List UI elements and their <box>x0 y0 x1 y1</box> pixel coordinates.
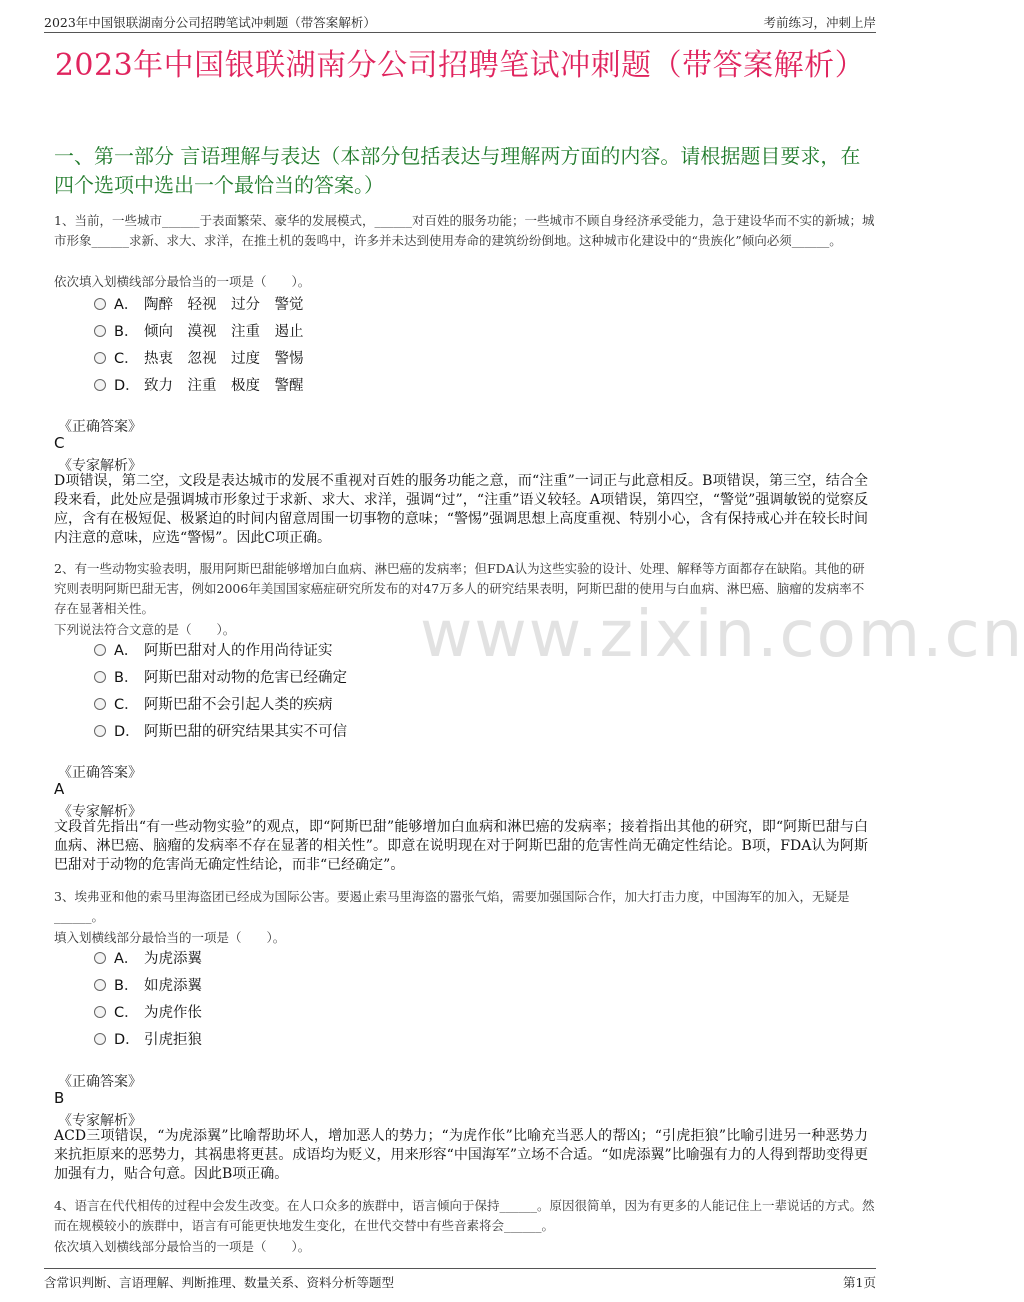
question-4-text: 4、语言在代代相传的过程中会发生改变。在人口众多的族群中，语言倾向于保持______。原因很简单，因为有更多的人能记住上一辈说话的方式。然而在规模较小的族群中，语言有可能更快地发生变化，在世代交替中有些音素将会______。 <box>54 1198 875 1233</box>
radio-icon[interactable] <box>94 979 106 991</box>
footer-topics: 含常识判断、言语理解、判断推理、数量关系、资料分析等题型 <box>44 1275 395 1290</box>
option-text: 引虎拒狼 <box>144 1032 202 1048</box>
option-letter: D． <box>114 378 140 394</box>
page-number: 第1页 <box>843 1275 876 1290</box>
question-4-prompt: 依次填入划横线部分最恰当的一项是（ ）。 <box>54 1239 311 1254</box>
analysis-label: 《专家解析》 <box>58 804 142 820</box>
radio-icon[interactable] <box>94 1033 106 1045</box>
option-text: 为虎作伥 <box>144 1005 202 1021</box>
option-letter: A． <box>114 297 139 313</box>
option-letter: B． <box>114 670 139 686</box>
option-letter: A． <box>114 951 139 967</box>
option-letter: C． <box>114 697 139 713</box>
question-1-analysis: D项错误，第二空，文段是表达城市的发展不重视对百姓的服务功能之意，而“注重”一词正与此意相反。B项错误，第三空，结合全段来看，此处应是强调城市形象过于求新、求大、求洋，强调“过”，“注重”语义较轻。A项错误，第四空，“警觉”强调敏锐的觉察反应，含有在极短促、极紧迫的时间内留意周围一切事物的意味；“警惕”强调思想上高度重视、特别小心，含有保持戒心并在较长时间内注意的意味，应选“警惕”。因此C项正确。 <box>54 473 868 546</box>
header-slogan: 考前练习，冲刺上岸 <box>763 15 876 30</box>
question-1-prompt: 依次填入划横线部分最恰当的一项是（ ）。 <box>54 274 311 289</box>
radio-icon[interactable] <box>94 352 106 364</box>
question-2-analysis: 文段首先指出“有一些动物实验”的观点，即“阿斯巴甜”能够增加白血病和淋巴癌的发病率；接着指出其他的研究，即“阿斯巴甜与白血病、淋巴癌、脑瘤的发病率不存在显著的相关性”。即意在说明现在对于阿斯巴甜的危害性尚无确定性结论。B项，FDA认为阿斯巴甜对于动物的危害尚无确定性结论，而非“已经确定”。 <box>54 819 868 873</box>
option-letter: D． <box>114 1032 140 1048</box>
question-1-text: 1、当前，一些城市______于表面繁荣、豪华的发展模式，______对百姓的服务功能；一些城市不顾自身经济承受能力，急于建设华而不实的新城；城市形象______求新、求大、求洋，在推土机的轰鸣中，许多并未达到使用寿命的建筑纷纷倒地。这种城市化建设中的“贵族化”倾向必须______。 <box>54 213 875 248</box>
radio-icon[interactable] <box>94 671 106 683</box>
page-header <box>44 10 876 33</box>
option-text: 阿斯巴甜不会引起人类的疾病 <box>144 697 333 713</box>
question-2-text: 2、有一些动物实验表明，服用阿斯巴甜能够增加白血病、淋巴癌的发病率；但FDA认为这些实验的设计、处理、解释等方面都存在缺陷。其他的研究则表明阿斯巴甜无害，例如2006年美国国家癌症研究所发布的对47万多人的研究结果表明，阿斯巴甜的使用与白血病、淋巴癌、脑瘤的发病率不存在显著相关性。 <box>54 561 865 616</box>
answer-label: 《正确答案》 <box>58 765 142 781</box>
option-text: 倾向 漠视 注重 遏止 <box>144 324 304 340</box>
option-text: 阿斯巴甜的研究结果其实不可信 <box>144 724 347 740</box>
question-3-answer: B <box>54 1089 65 1107</box>
option-letter: B． <box>114 978 139 994</box>
radio-icon[interactable] <box>94 325 106 337</box>
question-3-prompt: 填入划横线部分最恰当的一项是（ ）。 <box>54 930 286 945</box>
radio-icon[interactable] <box>94 298 106 310</box>
question-3-analysis: ACD三项错误，“为虎添翼”比喻帮助坏人，增加恶人的势力；“为虎作伥”比喻充当恶人的帮凶；“引虎拒狼”比喻引进另一种恶势力来抗拒原来的恶势力，其祸患将更甚。成语均为贬义，用来形容“中国海军”立场不合适。“如虎添翼”比喻强有力的人得到帮助变得更加强有力，贴合句意。因此B项正确。 <box>54 1128 868 1182</box>
option-text: 阿斯巴甜对动物的危害已经确定 <box>144 670 347 686</box>
option-letter: B． <box>114 324 139 340</box>
option-text: 热衷 忽视 过度 警惕 <box>144 351 304 367</box>
option-text: 如虎添翼 <box>144 978 202 994</box>
header-doc-name: 2023年中国银联湖南分公司招聘笔试冲刺题（带答案解析） <box>44 15 376 30</box>
option-letter: C． <box>114 1005 139 1021</box>
option-letter: C． <box>114 351 139 367</box>
analysis-label: 《专家解析》 <box>58 1113 142 1129</box>
radio-icon[interactable] <box>94 1006 106 1018</box>
option-letter: D． <box>114 724 140 740</box>
question-2-prompt: 下列说法符合文意的是（ ）。 <box>54 622 236 637</box>
option-letter: A． <box>114 643 139 659</box>
radio-icon[interactable] <box>94 379 106 391</box>
radio-icon[interactable] <box>94 644 106 656</box>
question-2-answer: A <box>54 780 65 798</box>
analysis-label: 《专家解析》 <box>58 458 142 474</box>
page-footer <box>44 1268 876 1289</box>
option-text: 阿斯巴甜对人的作用尚待证实 <box>144 643 333 659</box>
answer-label: 《正确答案》 <box>58 1074 142 1090</box>
answer-label: 《正确答案》 <box>58 419 142 435</box>
option-text: 为虎添翼 <box>144 951 202 967</box>
question-3-text: 3、埃弗亚和他的索马里海盗团已经成为国际公害。要遏止索马里海盗的嚣张气焰，需要加强国际合作，加大打击力度，中国海军的加入，无疑是______。 <box>54 889 850 924</box>
radio-icon[interactable] <box>94 698 106 710</box>
question-1-answer: C <box>54 434 65 452</box>
radio-icon[interactable] <box>94 952 106 964</box>
document-title: 2023年中国银联湖南分公司招聘笔试冲刺题（带答案解析） <box>54 48 866 83</box>
section-heading: 一、第一部分 言语理解与表达（本部分包括表达与理解两方面的内容。请根据题目要求，在四个选项中选出一个最恰当的答案。） <box>54 144 861 197</box>
radio-icon[interactable] <box>94 725 106 737</box>
option-text: 陶醉 轻视 过分 警觉 <box>144 297 304 313</box>
watermark: www.zixin.com.cn <box>420 598 1024 672</box>
option-text: 致力 注重 极度 警醒 <box>144 378 304 394</box>
